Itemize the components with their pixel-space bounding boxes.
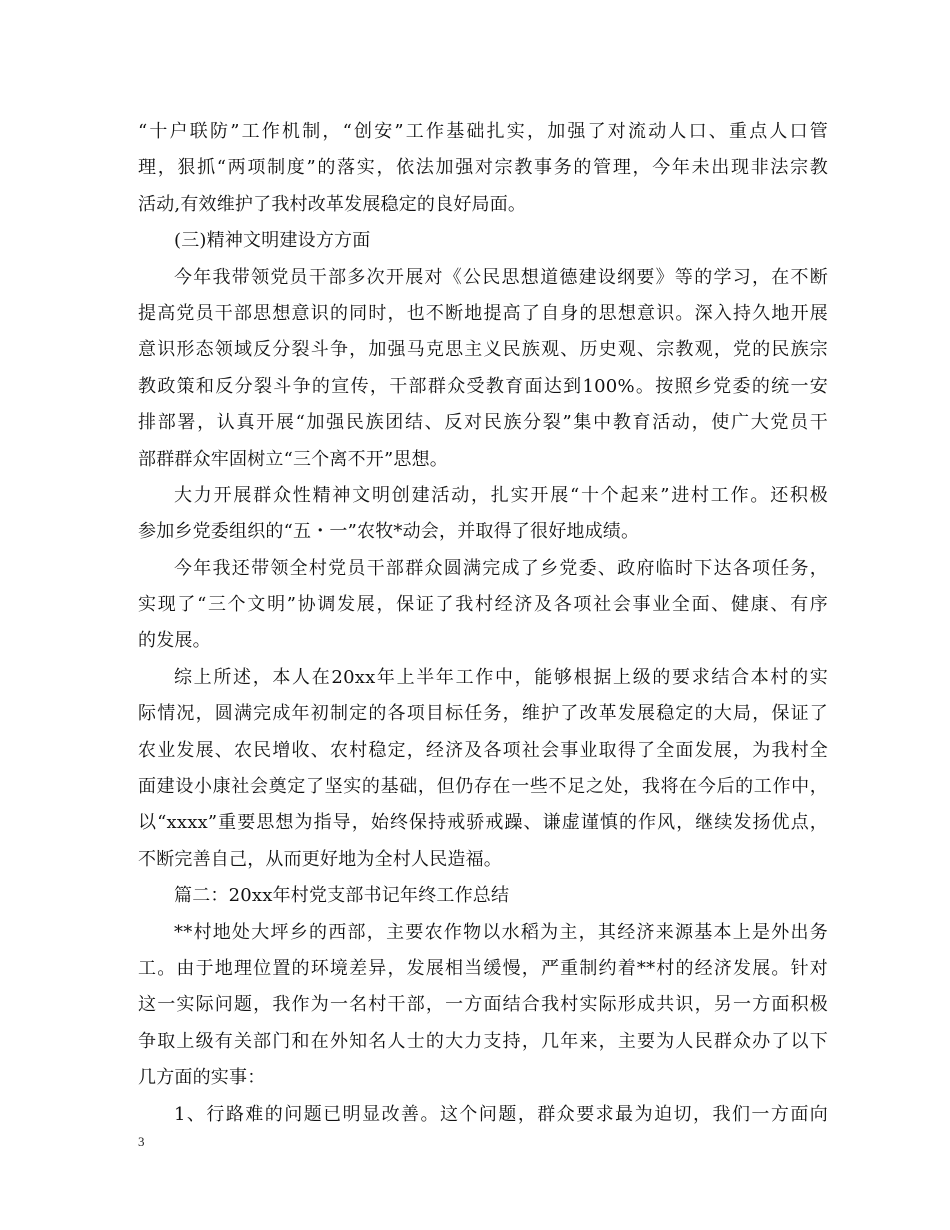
text-line: 综上所述，本人在20xx年上半年工作中，能够根据上级的要求结合本村的实	[174, 666, 828, 688]
text-line: 理，狠抓“两项制度”的落实，依法加强对宗教事务的管理，今年未出现非法宗教	[138, 157, 828, 179]
section-heading: 篇二：20xx年村党支部书记年终工作总结	[174, 885, 510, 907]
document-body	[138, 114, 828, 1133]
text-line: 今年我带领党员干部多次开展对《公民思想道德建设纲要》等的学习，在不断	[174, 266, 828, 288]
text-line: 面建设小康社会奠定了坚实的基础，但仍存在一些不足之处，我将在今后的工作中，	[138, 776, 828, 798]
text-line: 实现了“三个文明”协调发展，保证了我村经济及各项社会事业全面、健康、有序	[138, 594, 828, 616]
text-line: 的发展。	[138, 630, 211, 652]
text-line: 1、行路难的问题已明显改善。这个问题，群众要求最为迫切，我们一方面向	[174, 1103, 828, 1125]
section-heading: (三)精神文明建设方方面	[174, 230, 371, 252]
text-line: 农业发展、农民增收、农村稳定，经济及各项社会事业取得了全面发展，为我村全	[138, 739, 828, 761]
text-line: 工。由于地理位置的环境差异，发展相当缓慢，严重制约着**村的经济发展。针对	[138, 957, 828, 979]
text-line: 今年我还带领全村党员干部群众圆满完成了乡党委、政府临时下达各项任务，	[174, 557, 828, 579]
text-line: 活动,有效维护了我村改革发展稳定的良好局面。	[138, 193, 527, 215]
text-line: 不断完善自己，从而更好地为全村人民造福。	[138, 848, 502, 870]
text-line: 这一实际问题，我作为一名村干部，一方面结合我村实际形成共识，另一方面积极	[138, 994, 828, 1016]
text-line: 意识形态领域反分裂斗争，加强马克思主义民族观、历史观、宗教观，党的民族宗	[138, 339, 828, 361]
text-line: 提高党员干部思想意识的同时，也不断地提高了自身的思想意识。深入持久地开展	[138, 302, 828, 324]
text-line: “十户联防”工作机制，“创安”工作基础扎实，加强了对流动人口、重点人口管	[138, 121, 828, 142]
text-line: 排部署，认真开展“加强民族团结、反对民族分裂”集中教育活动，使广大党员干	[138, 412, 828, 434]
text-line: 争取上级有关部门和在外知名人士的大力支持，几年来，主要为人民群众办了以下	[138, 1030, 828, 1052]
text-line: 几方面的实事：	[138, 1067, 266, 1089]
text-line: 部群群众牢固树立“三个离不开”思想。	[138, 448, 449, 470]
text-line: 际情况，圆满完成年初制定的各项目标任务，维护了改革发展稳定的大局，保证了	[138, 703, 828, 725]
text-line: 参加乡党委组织的“五・一”农牧*动会，并取得了很好地成绩。	[138, 521, 640, 543]
text-line: **村地处大坪乡的西部，主要农作物以水稻为主，其经济来源基本上是外出务	[174, 921, 828, 943]
page-number: 3	[138, 1134, 145, 1149]
text-line: 教政策和反分裂斗争的宣传，干部群众受教育面达到100%。按照乡党委的统一安	[138, 375, 828, 397]
text-line: 大力开展群众性精神文明创建活动，扎实开展“十个起来”进村工作。还积极	[174, 484, 828, 506]
text-line: 以“xxxx”重要思想为指导，始终保持戒骄戒躁、谦虚谨慎的作风，继续发扬优点，	[138, 812, 828, 834]
